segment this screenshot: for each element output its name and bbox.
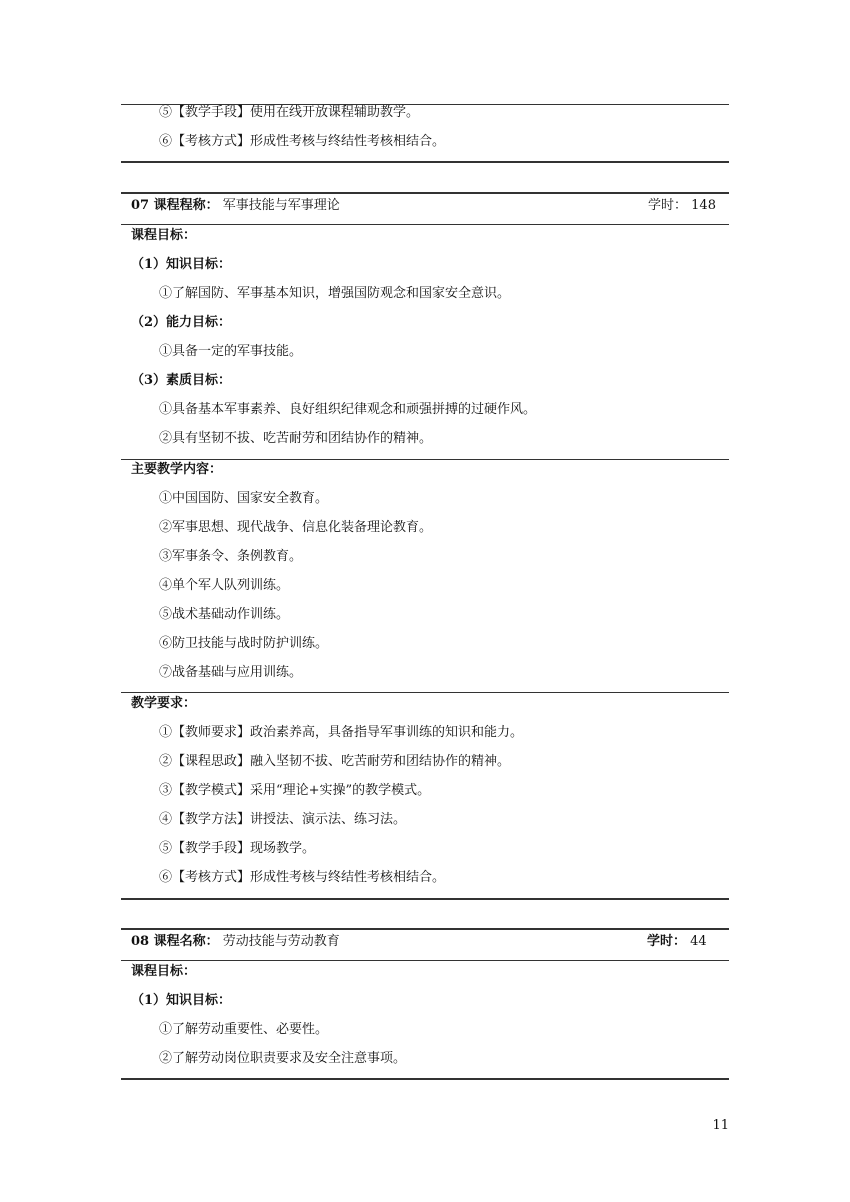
list-item: ⑥防卫技能与战时防护训练。 (159, 636, 329, 651)
hours-value: 44 (690, 934, 707, 949)
list-item: ⑤【教学手段】现场教学。 (159, 841, 316, 856)
list-item: ①具备基本军事素养、良好组织纪律观念和顽强拼搏的过硬作风。 (159, 402, 537, 417)
course-code-label: 08 课程名称： (131, 934, 219, 949)
course-name: 劳动技能与劳动教育 (222, 934, 340, 949)
table-rule (121, 224, 729, 225)
list-item: ①中国国防、国家安全教育。 (159, 491, 329, 506)
table-rule (121, 192, 729, 194)
list-item: ②军事思想、现代战争、信息化装备理论教育。 (159, 520, 433, 535)
knowledge-heading: （1）知识目标： (131, 257, 232, 272)
list-item: ⑦战备基础与应用训练。 (159, 665, 303, 680)
list-item: ①了解劳动重要性、必要性。 (159, 1022, 329, 1037)
list-item: ⑥【考核方式】形成性考核与终结性考核相结合。 (159, 134, 446, 149)
list-item: ②了解劳动岗位职责要求及安全注意事项。 (159, 1051, 407, 1066)
list-item: ⑤战术基础动作训练。 (159, 607, 290, 622)
list-item: ④单个军人队列训练。 (159, 578, 290, 593)
list-item: ③军事条令、条例教育。 (159, 549, 303, 564)
course-title-row (131, 933, 340, 951)
list-item: ①【教师要求】政治素养高，具备指导军事训练的知识和能力。 (159, 725, 524, 740)
course-hours (648, 197, 716, 215)
table-rule (121, 1078, 729, 1080)
table-rule (121, 898, 729, 900)
list-item: ⑤【教学手段】使用在线开放课程辅助教学。 (159, 105, 420, 120)
table-rule (121, 692, 729, 693)
course-title-row (131, 197, 340, 215)
course-code-label: 07 课程程称： (131, 198, 219, 213)
list-item: ②【课程思政】融入坚韧不拔、吃苦耐劳和团结协作的精神。 (159, 754, 511, 769)
table-rule (121, 459, 729, 460)
content-heading: 主要教学内容： (131, 462, 223, 477)
goals-heading: 课程目标： (131, 964, 197, 979)
hours-label: 学时： (647, 934, 687, 949)
list-item: ①具备一定的军事技能。 (159, 344, 303, 359)
ability-heading: （2）能力目标： (131, 315, 232, 330)
hours-label: 学时： (648, 198, 688, 213)
course-hours (647, 933, 707, 951)
hours-value: 148 (691, 198, 716, 213)
quality-heading: （3）素质目标： (131, 373, 232, 388)
list-item: ②具有坚韧不拔、吃苦耐劳和团结协作的精神。 (159, 431, 433, 446)
goals-heading: 课程目标： (131, 228, 197, 243)
list-item: ①了解国防、军事基本知识，增强国防观念和国家安全意识。 (159, 286, 511, 301)
page-number: 11 (712, 1118, 729, 1133)
list-item: ④【教学方法】讲授法、演示法、练习法。 (159, 812, 407, 827)
table-rule (121, 928, 729, 930)
list-item: ③【教学模式】采用“理论+实操”的教学模式。 (159, 783, 431, 798)
requirements-heading: 教学要求： (131, 696, 197, 711)
table-rule (121, 161, 729, 163)
list-item: ⑥【考核方式】形成性考核与终结性考核相结合。 (159, 870, 446, 885)
table-rule (121, 960, 729, 961)
knowledge-heading: （1）知识目标： (131, 993, 232, 1008)
course-name: 军事技能与军事理论 (222, 198, 340, 213)
